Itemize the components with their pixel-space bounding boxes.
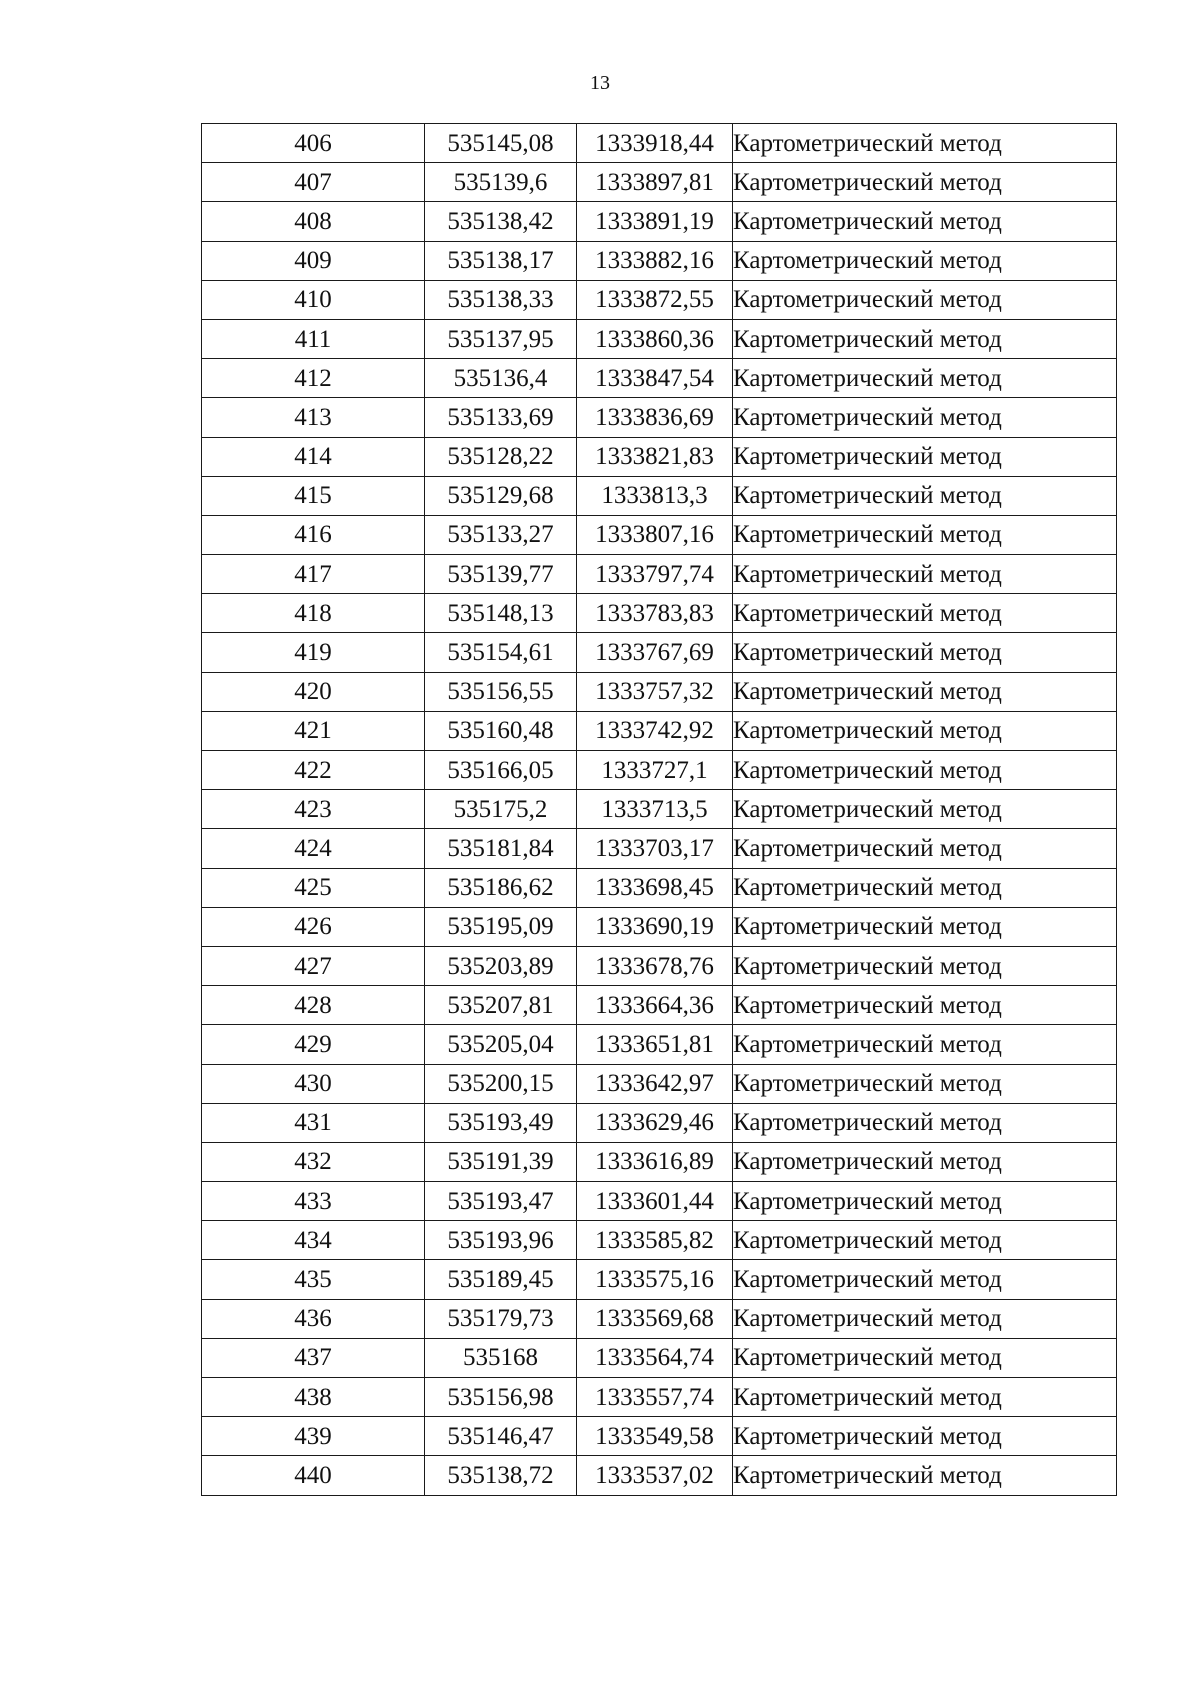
method-cell: Картометрический метод: [733, 751, 1117, 790]
table-row: [202, 1378, 1117, 1417]
point-number-cell: 415: [202, 476, 425, 515]
method-cell: Картометрический метод: [733, 1338, 1117, 1377]
x-coordinate-cell: 535193,96: [425, 1221, 577, 1260]
table-row: [202, 1221, 1117, 1260]
table-row: [202, 1064, 1117, 1103]
table-row: [202, 907, 1117, 946]
method-cell: Картометрический метод: [733, 907, 1117, 946]
point-number-cell: 413: [202, 398, 425, 437]
table-row: [202, 319, 1117, 358]
point-number-cell: 409: [202, 241, 425, 280]
x-coordinate-cell: 535138,33: [425, 280, 577, 319]
point-number-cell: 412: [202, 359, 425, 398]
y-coordinate-cell: 1333742,92: [577, 711, 733, 750]
table-row: [202, 868, 1117, 907]
x-coordinate-cell: 535145,08: [425, 124, 577, 163]
point-number-cell: 410: [202, 280, 425, 319]
table-row: [202, 1182, 1117, 1221]
y-coordinate-cell: 1333872,55: [577, 280, 733, 319]
x-coordinate-cell: 535191,39: [425, 1142, 577, 1181]
y-coordinate-cell: 1333698,45: [577, 868, 733, 907]
point-number-cell: 429: [202, 1025, 425, 1064]
y-coordinate-cell: 1333703,17: [577, 829, 733, 868]
page-number: 13: [590, 72, 610, 94]
y-coordinate-cell: 1333557,74: [577, 1378, 733, 1417]
method-cell: Картометрический метод: [733, 1142, 1117, 1181]
table-row: [202, 946, 1117, 985]
method-cell: Картометрический метод: [733, 868, 1117, 907]
table-row: [202, 1299, 1117, 1338]
method-cell: Картометрический метод: [733, 594, 1117, 633]
y-coordinate-cell: 1333821,83: [577, 437, 733, 476]
x-coordinate-cell: 535156,98: [425, 1378, 577, 1417]
y-coordinate-cell: 1333847,54: [577, 359, 733, 398]
y-coordinate-cell: 1333690,19: [577, 907, 733, 946]
table-row: [202, 437, 1117, 476]
table-row: [202, 1456, 1117, 1495]
point-number-cell: 423: [202, 790, 425, 829]
table-row: [202, 1260, 1117, 1299]
point-number-cell: 426: [202, 907, 425, 946]
method-cell: Картометрический метод: [733, 398, 1117, 437]
point-number-cell: 431: [202, 1103, 425, 1142]
table-row: [202, 241, 1117, 280]
y-coordinate-cell: 1333918,44: [577, 124, 733, 163]
y-coordinate-cell: 1333783,83: [577, 594, 733, 633]
y-coordinate-cell: 1333757,32: [577, 672, 733, 711]
table-row: [202, 711, 1117, 750]
method-cell: Картометрический метод: [733, 1299, 1117, 1338]
point-number-cell: 439: [202, 1417, 425, 1456]
point-number-cell: 440: [202, 1456, 425, 1495]
x-coordinate-cell: 535129,68: [425, 476, 577, 515]
y-coordinate-cell: 1333549,58: [577, 1417, 733, 1456]
y-coordinate-cell: 1333569,68: [577, 1299, 733, 1338]
y-coordinate-cell: 1333575,16: [577, 1260, 733, 1299]
y-coordinate-cell: 1333537,02: [577, 1456, 733, 1495]
point-number-cell: 433: [202, 1182, 425, 1221]
table-row: [202, 594, 1117, 633]
y-coordinate-cell: 1333882,16: [577, 241, 733, 280]
x-coordinate-cell: 535133,69: [425, 398, 577, 437]
x-coordinate-cell: 535175,2: [425, 790, 577, 829]
method-cell: Картометрический метод: [733, 124, 1117, 163]
x-coordinate-cell: 535168: [425, 1338, 577, 1377]
method-cell: Картометрический метод: [733, 986, 1117, 1025]
point-number-cell: 414: [202, 437, 425, 476]
x-coordinate-cell: 535138,42: [425, 202, 577, 241]
y-coordinate-cell: 1333678,76: [577, 946, 733, 985]
x-coordinate-cell: 535146,47: [425, 1417, 577, 1456]
y-coordinate-cell: 1333642,97: [577, 1064, 733, 1103]
x-coordinate-cell: 535166,05: [425, 751, 577, 790]
y-coordinate-cell: 1333651,81: [577, 1025, 733, 1064]
x-coordinate-cell: 535205,04: [425, 1025, 577, 1064]
point-number-cell: 411: [202, 319, 425, 358]
x-coordinate-cell: 535160,48: [425, 711, 577, 750]
y-coordinate-cell: 1333767,69: [577, 633, 733, 672]
x-coordinate-cell: 535156,55: [425, 672, 577, 711]
point-number-cell: 434: [202, 1221, 425, 1260]
table-row: [202, 476, 1117, 515]
x-coordinate-cell: 535137,95: [425, 319, 577, 358]
method-cell: Картометрический метод: [733, 829, 1117, 868]
table-row: [202, 829, 1117, 868]
point-number-cell: 424: [202, 829, 425, 868]
method-cell: Картометрический метод: [733, 359, 1117, 398]
table-row: [202, 515, 1117, 554]
point-number-cell: 430: [202, 1064, 425, 1103]
point-number-cell: 407: [202, 163, 425, 202]
x-coordinate-cell: 535189,45: [425, 1260, 577, 1299]
x-coordinate-cell: 535138,72: [425, 1456, 577, 1495]
y-coordinate-cell: 1333713,5: [577, 790, 733, 829]
coordinates-table-body: [202, 124, 1117, 1496]
x-coordinate-cell: 535207,81: [425, 986, 577, 1025]
method-cell: Картометрический метод: [733, 790, 1117, 829]
point-number-cell: 418: [202, 594, 425, 633]
y-coordinate-cell: 1333629,46: [577, 1103, 733, 1142]
point-number-cell: 408: [202, 202, 425, 241]
table-row: [202, 1142, 1117, 1181]
x-coordinate-cell: 535154,61: [425, 633, 577, 672]
point-number-cell: 406: [202, 124, 425, 163]
table-row: [202, 124, 1117, 163]
table-row: [202, 672, 1117, 711]
point-number-cell: 417: [202, 555, 425, 594]
x-coordinate-cell: 535186,62: [425, 868, 577, 907]
point-number-cell: 425: [202, 868, 425, 907]
method-cell: Картометрический метод: [733, 1221, 1117, 1260]
table-row: [202, 1025, 1117, 1064]
y-coordinate-cell: 1333891,19: [577, 202, 733, 241]
y-coordinate-cell: 1333897,81: [577, 163, 733, 202]
x-coordinate-cell: 535193,47: [425, 1182, 577, 1221]
method-cell: Картометрический метод: [733, 1456, 1117, 1495]
x-coordinate-cell: 535128,22: [425, 437, 577, 476]
y-coordinate-cell: 1333564,74: [577, 1338, 733, 1377]
table-row: [202, 986, 1117, 1025]
table-row: [202, 555, 1117, 594]
x-coordinate-cell: 535136,4: [425, 359, 577, 398]
table-row: [202, 163, 1117, 202]
x-coordinate-cell: 535200,15: [425, 1064, 577, 1103]
method-cell: Картометрический метод: [733, 1025, 1117, 1064]
method-cell: Картометрический метод: [733, 437, 1117, 476]
table-row: [202, 280, 1117, 319]
x-coordinate-cell: 535195,09: [425, 907, 577, 946]
x-coordinate-cell: 535139,6: [425, 163, 577, 202]
method-cell: Картометрический метод: [733, 280, 1117, 319]
point-number-cell: 428: [202, 986, 425, 1025]
x-coordinate-cell: 535138,17: [425, 241, 577, 280]
y-coordinate-cell: 1333616,89: [577, 1142, 733, 1181]
method-cell: Картометрический метод: [733, 241, 1117, 280]
point-number-cell: 435: [202, 1260, 425, 1299]
method-cell: Картометрический метод: [733, 163, 1117, 202]
method-cell: Картометрический метод: [733, 946, 1117, 985]
table-row: [202, 202, 1117, 241]
method-cell: Картометрический метод: [733, 633, 1117, 672]
point-number-cell: 438: [202, 1378, 425, 1417]
method-cell: Картометрический метод: [733, 1103, 1117, 1142]
x-coordinate-cell: 535193,49: [425, 1103, 577, 1142]
x-coordinate-cell: 535181,84: [425, 829, 577, 868]
y-coordinate-cell: 1333601,44: [577, 1182, 733, 1221]
method-cell: Картометрический метод: [733, 515, 1117, 554]
point-number-cell: 422: [202, 751, 425, 790]
y-coordinate-cell: 1333797,74: [577, 555, 733, 594]
table-row: [202, 790, 1117, 829]
method-cell: Картометрический метод: [733, 476, 1117, 515]
method-cell: Картометрический метод: [733, 1182, 1117, 1221]
table-row: [202, 1417, 1117, 1456]
y-coordinate-cell: 1333585,82: [577, 1221, 733, 1260]
table-row: [202, 1103, 1117, 1142]
point-number-cell: 427: [202, 946, 425, 985]
y-coordinate-cell: 1333807,16: [577, 515, 733, 554]
method-cell: Картометрический метод: [733, 202, 1117, 241]
point-number-cell: 419: [202, 633, 425, 672]
x-coordinate-cell: 535203,89: [425, 946, 577, 985]
table-row: [202, 398, 1117, 437]
method-cell: Картометрический метод: [733, 1417, 1117, 1456]
method-cell: Картометрический метод: [733, 555, 1117, 594]
table-row: [202, 1338, 1117, 1377]
method-cell: Картометрический метод: [733, 672, 1117, 711]
y-coordinate-cell: 1333813,3: [577, 476, 733, 515]
method-cell: Картометрический метод: [733, 1378, 1117, 1417]
x-coordinate-cell: 535133,27: [425, 515, 577, 554]
table-row: [202, 359, 1117, 398]
point-number-cell: 432: [202, 1142, 425, 1181]
coordinates-table: [201, 123, 1117, 1496]
point-number-cell: 420: [202, 672, 425, 711]
x-coordinate-cell: 535148,13: [425, 594, 577, 633]
method-cell: Картометрический метод: [733, 1260, 1117, 1299]
method-cell: Картометрический метод: [733, 711, 1117, 750]
table-row: [202, 751, 1117, 790]
method-cell: Картометрический метод: [733, 1064, 1117, 1103]
y-coordinate-cell: 1333727,1: [577, 751, 733, 790]
y-coordinate-cell: 1333664,36: [577, 986, 733, 1025]
point-number-cell: 436: [202, 1299, 425, 1338]
point-number-cell: 437: [202, 1338, 425, 1377]
method-cell: Картометрический метод: [733, 319, 1117, 358]
point-number-cell: 421: [202, 711, 425, 750]
table-row: [202, 633, 1117, 672]
y-coordinate-cell: 1333860,36: [577, 319, 733, 358]
x-coordinate-cell: 535179,73: [425, 1299, 577, 1338]
x-coordinate-cell: 535139,77: [425, 555, 577, 594]
y-coordinate-cell: 1333836,69: [577, 398, 733, 437]
point-number-cell: 416: [202, 515, 425, 554]
